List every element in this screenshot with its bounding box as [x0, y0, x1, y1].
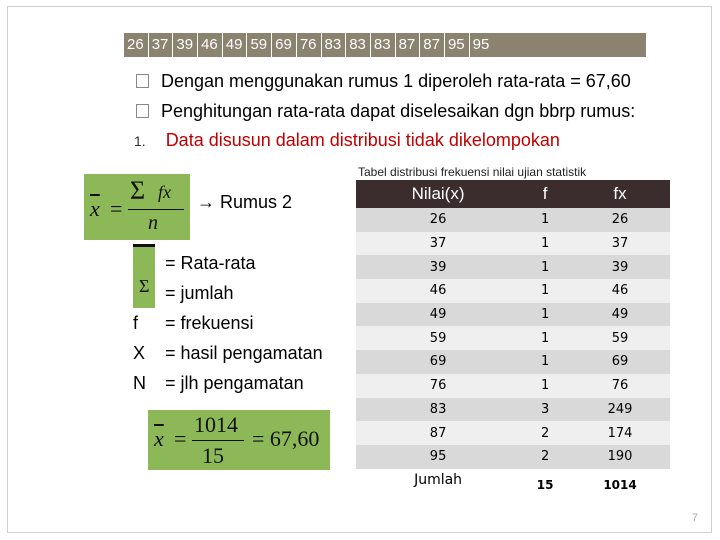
footer-label: Jumlah [356, 469, 520, 502]
data-value: 95 [472, 36, 490, 53]
item-number: 1. [134, 133, 146, 149]
data-values-strip [124, 33, 646, 57]
cell-x: 95 [356, 445, 520, 469]
bullet-item-1 [136, 70, 631, 92]
cell-f: 1 [520, 232, 570, 256]
cell-x: 69 [356, 350, 520, 374]
header-nilai: Nilai(x) [356, 180, 520, 208]
data-value: 87 [396, 33, 421, 57]
table-footer-row [356, 469, 670, 502]
item-text: Data disusun dalam distribusi tidak dikelompokan [165, 130, 560, 150]
legend-text: = hasil pengamatan [165, 343, 323, 363]
cell-f: 1 [520, 279, 570, 303]
cell-x: 37 [356, 232, 520, 256]
cell-x: 46 [356, 279, 520, 303]
cell-f: 2 [520, 421, 570, 445]
legend-text: = jumlah [165, 283, 234, 303]
result-fraction-line [192, 440, 244, 441]
footer-total-f: 15 [520, 469, 570, 502]
cell-f: 1 [520, 374, 570, 398]
cell-fx: 39 [570, 255, 670, 279]
table-row [356, 279, 670, 303]
legend-text: = Rata-rata [165, 253, 256, 273]
cell-x: 26 [356, 208, 520, 232]
data-value: 87 [420, 33, 445, 57]
formula-sum: Σ [130, 176, 146, 205]
data-value: 76 [297, 33, 322, 57]
data-value: 69 [272, 33, 297, 57]
result-formula-image: $\overline{x}$ = 1014 15 = 67,60 [148, 410, 330, 470]
legend-text: = jlh pengamatan [165, 373, 304, 393]
bullet-box-icon [136, 74, 149, 88]
data-value: 46 [198, 33, 223, 57]
table-row [356, 303, 670, 327]
legend-row-count [133, 372, 304, 394]
data-value: 26 [124, 33, 149, 57]
footer-total-fx: 1014 [570, 469, 670, 502]
result-value: = 67,60 [252, 426, 320, 451]
formula-equals: = [110, 196, 123, 221]
cell-x: 83 [356, 398, 520, 422]
table-row [356, 255, 670, 279]
data-value: 83 [322, 33, 347, 57]
legend-row-frequency [133, 312, 254, 334]
formula-denominator: n [148, 212, 158, 234]
data-value: 49 [223, 33, 248, 57]
table-row [356, 398, 670, 422]
legend-row-observation [133, 342, 323, 364]
cell-x: 76 [356, 374, 520, 398]
cell-f: 3 [520, 398, 570, 422]
table-header-row [356, 180, 670, 208]
cell-fx: 59 [570, 326, 670, 350]
legend-row-mean [133, 252, 256, 274]
legend-symbol: X [133, 343, 146, 363]
cell-f: 1 [520, 350, 570, 374]
result-numerator: 1014 [194, 412, 238, 437]
cell-x: 59 [356, 326, 520, 350]
header-f: f [520, 180, 570, 208]
cell-f: 1 [520, 326, 570, 350]
cell-x: 49 [356, 303, 520, 327]
legend-symbol: N [133, 373, 146, 393]
symbol-image: Σ [133, 244, 155, 308]
data-value: 83 [371, 33, 396, 57]
cell-fx: 76 [570, 374, 670, 398]
mean-formula-image [84, 174, 190, 240]
table-row [356, 374, 670, 398]
cell-fx: 190 [570, 445, 670, 469]
legend-symbol: f [133, 313, 139, 333]
data-value: 37 [149, 33, 174, 57]
cell-f: 1 [520, 255, 570, 279]
cell-x: 87 [356, 421, 520, 445]
table-row [356, 350, 670, 374]
fraction-line [128, 209, 184, 210]
cell-f: 1 [520, 208, 570, 232]
cell-fx: 26 [570, 208, 670, 232]
cell-fx: 37 [570, 232, 670, 256]
table-caption: Tabel distribusi frekuensi nilai ujian statistik [358, 165, 587, 179]
legend-row-sum [133, 282, 234, 304]
cell-x: 39 [356, 255, 520, 279]
data-value: 83 [346, 33, 371, 57]
table-row [356, 326, 670, 350]
cell-fx: 49 [570, 303, 670, 327]
table-row [356, 421, 670, 445]
rumus-label: → Rumus 2 [197, 192, 293, 212]
cell-f: 1 [520, 303, 570, 327]
cell-fx: 69 [570, 350, 670, 374]
data-value: 39 [173, 33, 198, 57]
cell-fx: 46 [570, 279, 670, 303]
bullet-text: Dengan menggunakan rumus 1 diperoleh rata-rata = 67,60 [161, 71, 631, 91]
table-row [356, 232, 670, 256]
cell-fx: 174 [570, 421, 670, 445]
page-number: 7 [691, 512, 698, 524]
data-value: 59 [247, 33, 272, 57]
data-value: 95 [445, 33, 470, 57]
cell-f: 2 [520, 445, 570, 469]
table-row [356, 208, 670, 232]
header-fx: fx [570, 180, 670, 208]
frequency-table [356, 180, 670, 502]
table-row [356, 445, 670, 469]
bullet-box-icon [136, 104, 149, 118]
result-denominator: 15 [202, 443, 224, 468]
formula-numerator: fx [158, 182, 171, 202]
numbered-item [134, 130, 560, 151]
bullet-text: Penghitungan rata-rata dapat diselesaikan dgn bbrp rumus: [161, 101, 636, 121]
cell-fx: 249 [570, 398, 670, 422]
formula-xbar: $\overline{x}$ [90, 196, 100, 221]
bullet-item-2 [136, 100, 635, 122]
legend-text: = frekuensi [165, 313, 254, 333]
result-xbar: $\overline{x}$ [154, 426, 164, 451]
